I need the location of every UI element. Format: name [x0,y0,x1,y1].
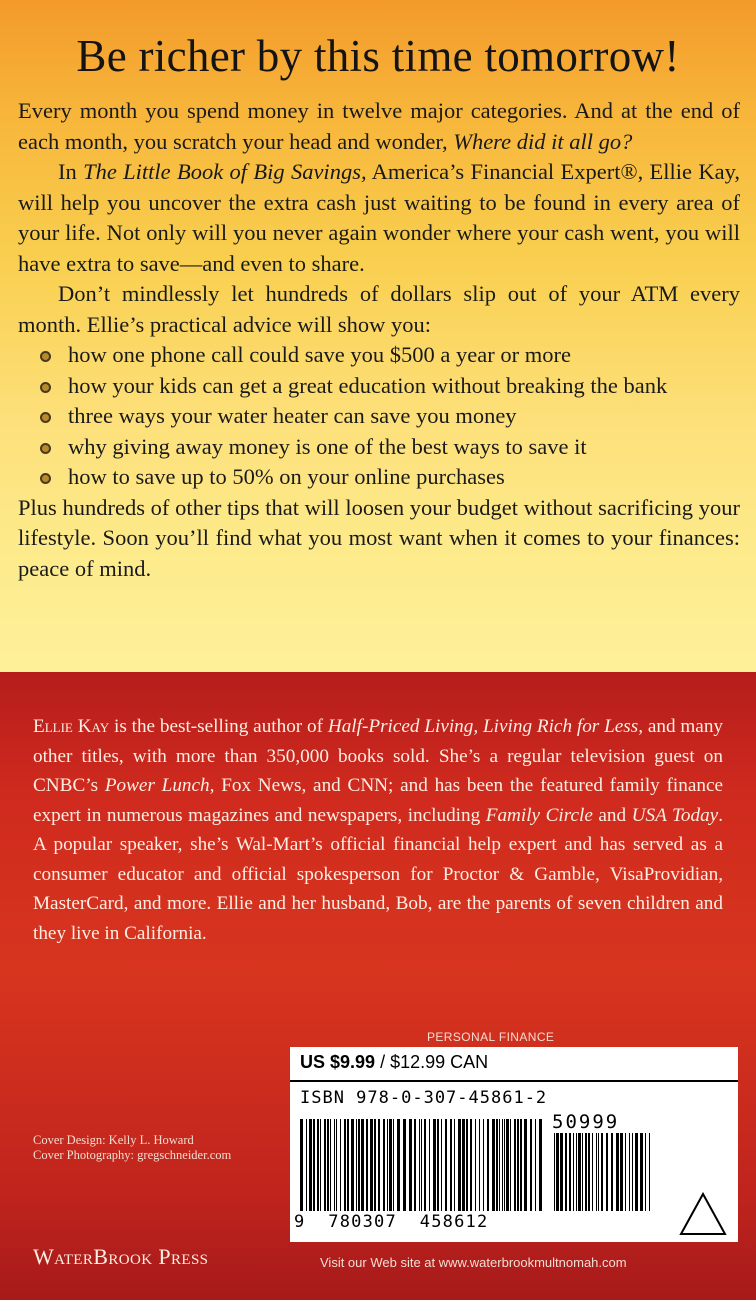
barcode-bar [424,1119,426,1211]
bio-text: is the best-selling author of [109,716,328,737]
bio-text: . A popular speaker, she’s Wal-Mart’s official financial help expert and has served as a consumer educator and official spokesperson for Proctor & Gamble, VisaProvidian, MasterCard, and more. Ellie and her husband, Bob, are the parents of seven children and they live in California. [33,804,723,944]
list-item-text: how to save up to 50% on your online purchases [68,464,505,489]
barcode-bar [361,1119,364,1211]
triangle-icon [678,1191,728,1237]
barcode-bar [632,1133,633,1211]
barcode-bar [487,1119,489,1211]
barcode-bar [492,1119,495,1211]
barcode-bar [620,1133,623,1211]
magazine-name: USA Today [631,804,719,826]
barcode-bar [300,1119,303,1211]
barcode-bar [454,1119,455,1211]
barcode-bar [578,1133,581,1211]
barcode-bar [560,1133,563,1211]
list-item [18,340,740,371]
barcode-bar [370,1119,373,1211]
barcode-bar [437,1119,439,1211]
headline: Be richer by this time tomorrow! [76,31,680,81]
barcode-bar [450,1119,452,1211]
barcode-bar [374,1119,376,1211]
barcode-bar [556,1133,559,1211]
barcode-bar [317,1119,319,1211]
credits [33,1133,231,1163]
barcode-bar [616,1133,619,1211]
list-item-text: how one phone call could save you $500 a year or more [68,342,571,367]
barcode-bar [499,1119,500,1211]
barcode-bar [483,1119,484,1211]
barcode-bar [366,1119,368,1211]
barcode-bar [414,1119,416,1211]
cover-design-credit: Cover Design: Kelly L. Howard [33,1133,194,1147]
barcode-bar [356,1119,357,1211]
barcode-bar [535,1119,536,1211]
barcode-bar [635,1133,638,1211]
barcode-bar [330,1119,331,1211]
barcode-bar [421,1119,422,1211]
blurb-p2-start: In [58,159,84,184]
cover-photo-credit: Cover Photography: gregschneider.com [33,1148,232,1162]
divider [290,1080,738,1082]
barcode-bar [475,1119,476,1211]
barcode-bar [403,1119,406,1211]
barcode-bar [629,1133,630,1211]
barcode-bar [565,1133,567,1211]
blurb [18,96,740,584]
barcode-bar [340,1119,341,1211]
barcode-bar [334,1119,335,1211]
barcode-bar [530,1119,532,1211]
magazine-name: Family Circle [485,804,593,826]
barcode-bar [573,1133,574,1211]
barcode-bar [458,1119,461,1211]
barcode-bar [502,1119,503,1211]
barcode-bar [389,1119,392,1211]
barcode-panel [290,1047,738,1242]
bio-text: and [592,804,632,826]
red-panel [0,672,756,1300]
barcode-bar [351,1119,354,1211]
barcode-bar [358,1119,360,1211]
addon-barcode [554,1133,654,1211]
barcode-bar [585,1133,587,1211]
barcode-bar [504,1119,505,1211]
barcode-bar [306,1119,307,1211]
list-item [18,371,740,402]
bullet-icon [40,412,51,423]
barcode-bar [479,1119,480,1211]
bio-text: and many other titles, with more than 350,000 books sold. She’s a regular television guest on CNBC’s [33,716,724,796]
barcode-bar [520,1119,522,1211]
tv-show: Power Lunch, [104,775,215,796]
bullet-icon [40,382,51,393]
barcode-bar [582,1133,583,1211]
blurb-closing: Plus hundreds of other tips that will loosen your budget without sacrificing your lifestyle. Soon you’ll find what you most want when it comes to your finances: peace of mind. [18,494,740,581]
blurb-paragraph-1 [18,96,740,157]
barcode-bar [320,1119,321,1211]
can-price: / $12.99 CAN [375,1052,489,1072]
list-item-text: three ways your water heater can save you money [68,403,517,428]
blurb-p1-italic: Where did it all go? [453,128,633,154]
barcode-bar [336,1119,337,1211]
barcode-bar [611,1133,613,1211]
category-label: PERSONAL FINANCE [427,1030,555,1044]
list-item-text: why giving away money is one of the best ways to save it [68,433,587,459]
blurb-p1-text: Every month you spend money in twelve major categories. And at the end of each month, you scratch your head and wonder, [18,98,740,154]
addon-digits: 50999 [552,1111,620,1133]
us-price: US $9.99 [300,1052,376,1072]
barcode-bar [496,1119,498,1211]
barcode-digits: 9 780307 458612 [294,1212,489,1232]
list-item-text: how your kids can get a great education without breaking the bank [68,372,668,398]
barcode-bar [433,1119,436,1211]
price-label [300,1052,488,1073]
barcode-bar [649,1133,650,1211]
barcode-bar [429,1119,430,1211]
barcode-bar [383,1119,385,1211]
list-item [18,432,740,463]
blurb-paragraph-3: Don’t mindlessly let hundreds of dollars slip out of your ATM every month. Ellie’s practical advice will show you: [18,281,740,337]
barcode-bar [327,1119,329,1211]
blurb-paragraph-2 [18,157,740,279]
book-title: The Little Book of Big Savings, [83,159,367,184]
author-name: Ellie Kay [33,716,110,737]
barcode-bar [539,1119,542,1211]
bullet-icon [40,443,51,454]
barcode-bar [592,1133,593,1211]
barcode-bar [309,1119,312,1211]
barcode-bar [640,1133,643,1211]
barcode-bar [347,1119,349,1211]
barcode-bar [524,1119,527,1211]
barcode-bar [409,1119,412,1211]
barcode-bar [514,1119,516,1211]
barcode-bar [554,1133,555,1211]
isbn-label: ISBN 978-0-307-45861-2 [300,1088,548,1108]
bio-text: Fox News, and CNN; and has been the featured family finance expert in numerous magazines and newspapers, including [33,775,723,826]
ean-barcode [300,1119,546,1211]
barcode-bar [419,1119,420,1211]
barcode-bar [588,1133,590,1211]
publisher-name: WaterBrook Press [33,1244,209,1269]
barcode-bar [601,1133,603,1211]
barcode-bar [393,1119,394,1211]
barcode-bar [569,1133,571,1211]
barcode-bar [387,1119,388,1211]
list-item [18,401,740,432]
barcode-bar [645,1133,646,1211]
barcode-bar [517,1119,519,1211]
barcode-bar [470,1119,472,1211]
barcode-bar [466,1119,468,1211]
barcode-bar [445,1119,447,1211]
barcode-bar [576,1133,577,1211]
barcode-bar [313,1119,315,1211]
barcode-bar [441,1119,442,1211]
bullet-icon [40,351,51,362]
list-item [18,462,740,493]
barcode-bar [344,1119,346,1211]
barcode-bar [598,1133,599,1211]
barcode-bar [462,1119,465,1211]
website-text: Visit our Web site at www.waterbrookmultnomah.com [320,1255,627,1270]
barcode-bar [606,1133,608,1211]
barcode-bar [625,1133,626,1211]
author-bio [33,712,723,948]
barcode-bar [378,1119,380,1211]
tips-list [18,340,740,493]
barcode-bar [324,1119,326,1211]
blurb-p2-rest: America’s Financial Expert®, Ellie Kay, will help you uncover the extra cash just waiting to be found in every area of your life. Not only will you never again wonder where your cash went, you will have extra to save—and even to share. [18,159,740,276]
barcode-bar [596,1133,597,1211]
barcode-bar [397,1119,400,1211]
barcode-bar [506,1119,509,1211]
book-titles: Half-Priced Living, Living Rich for Less, [327,716,644,737]
barcode-bar [510,1119,511,1211]
bullet-icon [40,473,51,484]
